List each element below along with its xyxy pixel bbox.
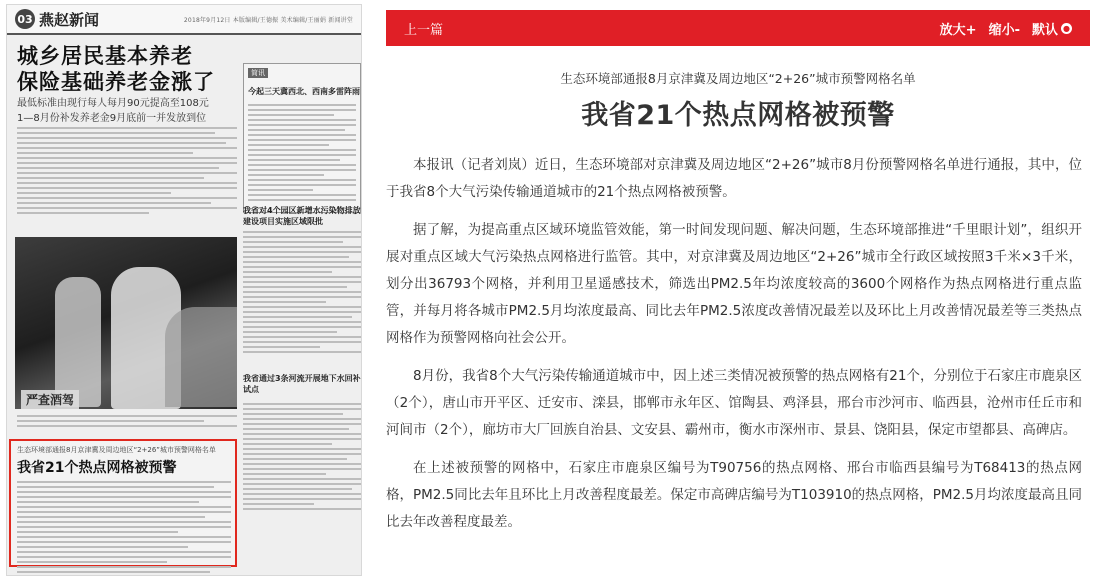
page-number-badge: 03 [15, 9, 35, 29]
newspaper-header [7, 5, 361, 35]
weather-headline: 今起三天冀西北、西南多雷阵雨 [248, 87, 360, 96]
groundwater-headline[interactable]: 我省通过3条河流开展地下水回补试点 [243, 374, 361, 394]
zoom-out-button[interactable]: 缩小- [988, 22, 1020, 38]
highlight-title: 我省21个热点网格被预警 [17, 460, 177, 476]
low-story-text-columns [243, 403, 361, 513]
zoom-in-button[interactable]: 放大+ [939, 22, 977, 38]
article-toolbar [386, 10, 1090, 46]
font-size-tools [940, 19, 1072, 38]
selected-article-highlight[interactable] [9, 439, 237, 567]
article-paragraph: 本报讯（记者刘岚）近日，生态环境部对京津冀及周边地区“2+26”城市8月份预警网格名单进行通报，其中，位于我省8个大气污染传输通道城市的21个热点网格被预警。 [386, 157, 1082, 200]
reset-circle-icon: ● [1061, 23, 1072, 34]
article-content [386, 70, 1090, 547]
section-name: 燕赵新闻 [39, 10, 100, 29]
date-line: 2018年9月12日 本版编辑/王德振 美术编辑/王丽娟 新闻讲堂 [183, 16, 353, 24]
photo-caption-text [17, 415, 237, 430]
article-kicker: 生态环境部通报8月京津冀及周边地区“2+26”城市预警网格名单 [560, 71, 916, 86]
highlight-text-columns [17, 481, 231, 576]
mid-story-text-columns [243, 231, 361, 356]
article-paragraph: 8月份，我省8个大气污染传输通道城市中，因上述三类情况被预警的热点网格有21个，分别位于石家庄市鹿泉区（2个），唐山市开平区、迁安市、滦县，邯郸市永年区、馆陶县、鸡泽县，邢台市沙河市、临西县，沧州市任丘市和河间市（2个），廊坊市大厂回族自治县、文安县、霸州市，衡水市深州市、景县、饶阳县，保定市望都县、高碑店。 [386, 368, 1082, 438]
news-photo[interactable] [15, 237, 237, 409]
highlight-kicker: 生态环境部通报8月京津冀及周边地区“2+26”城市预警网格名单 [17, 446, 216, 454]
sub-headline-line1: 最低标准由现行每人每月90元提高至108元 [17, 98, 209, 109]
main-headline-line1: 城乡居民基本养老 [17, 44, 193, 68]
reset-label: 默认 [1031, 22, 1058, 38]
article-body [386, 152, 1090, 536]
sub-headline-line2: 1—8月份补发养老金9月底前一并发放到位 [17, 113, 207, 124]
water-pollution-headline[interactable]: 我省对4个园区新增水污染物排放建设项目实施区域限批 [243, 206, 361, 226]
article-paragraph: 在上述被预警的网格中，石家庄市鹿泉区编号为T90756的热点网格、邢台市临西县编号为T68413的热点网格，PM2.5同比去年且环比上月改善程度最差。保定市高碑店编号为T103910的热点网格，PM2.5月均浓度最高且同比去年改善程度最差。 [386, 460, 1082, 530]
article-paragraph: 据了解，为提高重点区域环境监管效能，第一时间发现问题、解决问题，生态环境部推进“千里眼计划”，组织开展对重点区域大气污染热点网格进行监管。其中，对京津冀及周边地区“2+26”城市全行政区域按照3千米×3千米，划分出36793个网格，并利用卫星遥感技术，筛选出PM2.5年均浓度较高的3600个网格作为热点网格进行重点监管，并每月将各城市PM2.5月均浓度最高、同比去年PM2.5浓度改善情况最差以及环比上月改善情况最差等三类热点网格作为预警网格向社会公开。 [386, 222, 1082, 346]
brief-text-columns [248, 104, 356, 204]
article-title: 我省21个热点网格被预警 [581, 100, 895, 131]
main-headline-line2: 保险基础养老金涨了 [17, 70, 215, 94]
photo-caption: 严查酒驾 [21, 390, 79, 409]
reset-size-button[interactable] [1032, 19, 1072, 38]
brief-tag: 简讯 [248, 68, 268, 78]
main-story-text-columns [17, 127, 237, 217]
main-story[interactable] [17, 43, 237, 125]
newspaper-page-thumbnail[interactable] [6, 4, 362, 576]
previous-article-link[interactable]: 上一篇 [404, 22, 444, 38]
brief-box[interactable] [243, 63, 361, 213]
